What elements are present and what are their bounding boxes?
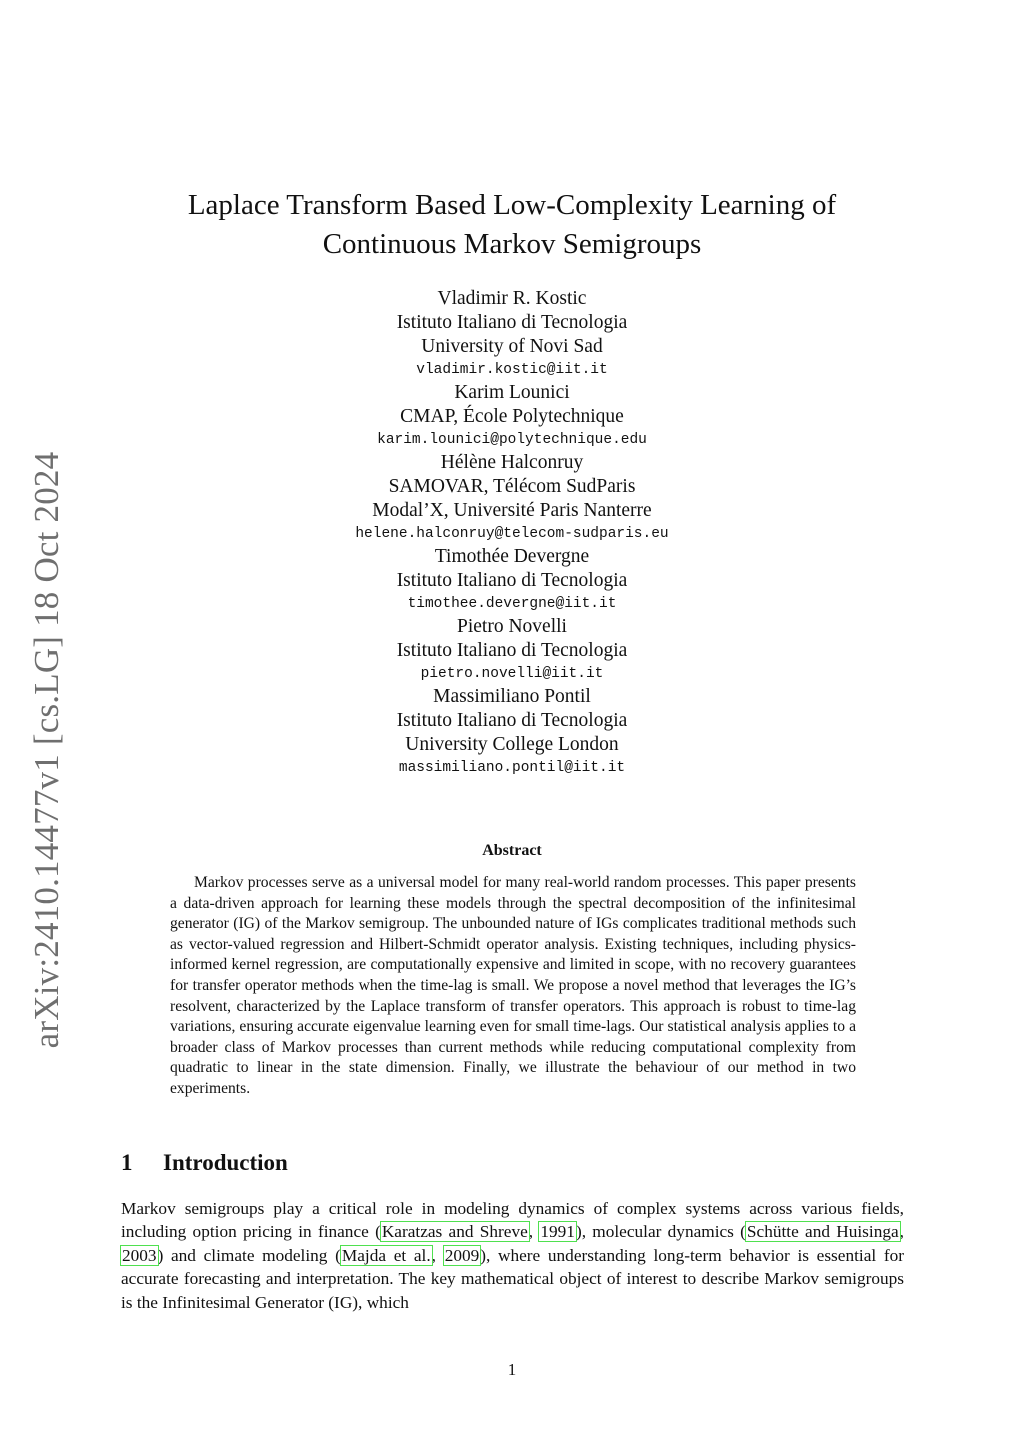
author-affiliation: Modal’X, Université Paris Nanterre [372,500,652,521]
intro-text-run: Markov semigroups play a critical role in modeling dynamics of complex systems across various fields, including option pricing in finance ( [121,1199,904,1242]
author-affiliation: Istituto Italiano di Tecnologia [396,710,628,731]
author-name: Karim Lounici [454,382,570,403]
author-affiliation: University College London [405,734,619,755]
citation-link[interactable]: Schütte and Huisinga [746,1222,899,1242]
author-email: pietro.novelli@iit.it [420,666,604,682]
citation-separator: , [431,1245,444,1265]
author-block [250,287,774,779]
author-affiliation: SAMOVAR, Télécom SudParis [388,476,636,497]
author-name: Vladimir R. Kostic [437,288,587,309]
citation-separator: , [899,1222,904,1242]
citation-link[interactable]: Karatzas and Shreve [381,1222,528,1242]
author-name: Hélène Halconruy [440,452,584,473]
author-affiliation: University of Novi Sad [421,336,603,357]
author-affiliation: Istituto Italiano di Tecnologia [396,640,628,661]
citation-link[interactable]: Majda et al. [341,1245,431,1265]
author-email: vladimir.kostic@iit.it [416,362,608,378]
citation-separator: , [528,1222,540,1242]
author-name: Pietro Novelli [457,616,567,637]
intro-paragraph [121,1197,904,1314]
section-heading [121,1150,288,1176]
abstract-text: Markov processes serve as a universal model for many real-world random processes. This paper presents a data-driven approach for learning these models through the spectral decomposition of the infinitesimal generator (IG) of the Markov semigroup. The unbounded nature of IGs complicates traditional methods such as vector-valued regression and Hilbert-Schmidt operator analysis. Existing techniques, including physics-informed kernel regression, are computationally expensive and limited in scope, with no recovery guarantees for transfer operator methods when the time-lag is small. We propose a novel method that leverages the IG’s resolvent, characterized by the Laplace transform of transfer operators. This approach is robust to time-lag variations, ensuring accurate eigenvalue learning even for small time-lags. Our statistical analysis applies to a broader class of Markov processes than current methods while reducing computational complexity from quadratic to linear in the state dimension. Finally, we illustrate the behaviour of our method in two experiments. [170,874,856,1097]
page-number: 1 [507,1360,517,1379]
author-affiliation: CMAP, École Polytechnique [400,406,624,427]
author-name: Timothée Devergne [434,546,590,567]
abstract-heading: Abstract [482,842,542,859]
section-number: 1 [121,1150,133,1175]
title-line: Continuous Markov Semigroups [322,228,702,260]
title-line: Laplace Transform Based Low-Complexity Learning of [187,189,837,221]
intro-text-run: ), molecular dynamics ( [575,1222,746,1242]
citation-link[interactable]: 1991 [540,1222,575,1242]
author-email: helene.halconruy@telecom-sudparis.eu [355,526,669,542]
author-email: massimiliano.pontil@iit.it [398,760,626,776]
paper-title [150,186,874,264]
author-email: timothee.devergne@iit.it [407,596,617,612]
author-affiliation: Istituto Italiano di Tecnologia [396,312,628,333]
author-email: karim.lounici@polytechnique.edu [377,432,647,448]
citation-link[interactable]: 2003 [122,1245,157,1265]
citation-link[interactable]: 2009 [444,1245,480,1265]
section-title: Introduction [163,1150,288,1175]
intro-text-run: ) and climate modeling ( [157,1245,341,1265]
author-affiliation: Istituto Italiano di Tecnologia [396,570,628,591]
intro-text-run: ), where understanding long-term behavior is essential for accurate forecasting and interpretation. The key mathematical object of interest to describe Markov semigroups is the Infinitesimal Generator (IG), which [121,1245,905,1312]
arxiv-identifier: arXiv:2410.14477v1 [cs.LG] 18 Oct 2024 [27,451,66,1049]
author-name: Massimiliano Pontil [433,686,591,707]
